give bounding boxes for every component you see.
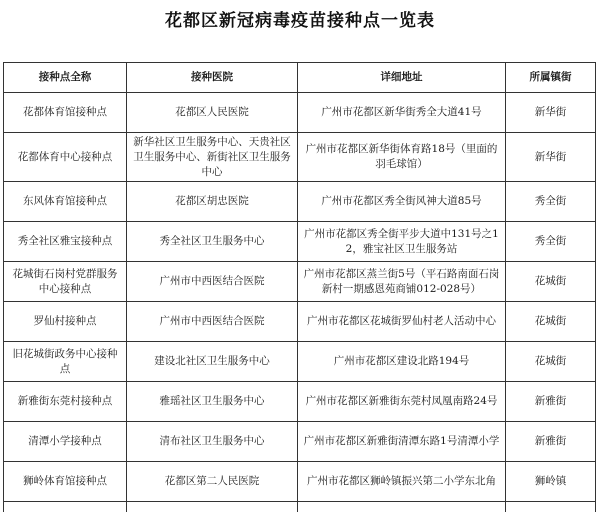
table-row (4, 133, 596, 182)
town-cell: 花城街 (506, 262, 596, 302)
town-cell: 秀全街 (506, 182, 596, 222)
empty-cell (4, 502, 127, 513)
site-name-cell: 旧花城街政务中心接种点 (4, 342, 127, 382)
town-cell: 新华街 (506, 93, 596, 133)
site-name-cell: 狮岭体育馆接种点 (4, 462, 127, 502)
table-row (4, 302, 596, 342)
table-row (4, 422, 596, 462)
hospital-cell: 清布社区卫生服务中心 (127, 422, 298, 462)
address-cell: 广州市花都区建设北路194号 (298, 342, 506, 382)
hospital-cell: 建设北社区卫生服务中心 (127, 342, 298, 382)
town-cell: 新华街 (506, 133, 596, 182)
table-row (4, 462, 596, 502)
address-cell: 广州市花都区新华街秀全大道41号 (298, 93, 506, 133)
address-cell: 广州市花都区狮岭镇振兴第二小学东北角 (298, 462, 506, 502)
header-town: 所属镇街 (506, 63, 596, 93)
page-title: 花都区新冠病毒疫苗接种点一览表 (165, 11, 435, 31)
header-hospital: 接种医院 (127, 63, 298, 93)
hospital-cell: 花都区胡忠医院 (127, 182, 298, 222)
site-name-cell: 清潭小学接种点 (4, 422, 127, 462)
table-row (4, 182, 596, 222)
empty-cell (127, 502, 298, 513)
address-cell: 广州市花都区新华街体育路18号（里面的羽毛球馆） (298, 133, 506, 182)
table-row (4, 222, 596, 262)
hospital-cell: 新华社区卫生服务中心、天贵社区卫生服务中心、新街社区卫生服务中心 (127, 133, 298, 182)
site-name-cell: 东风体育馆接种点 (4, 182, 127, 222)
table-row (4, 342, 596, 382)
address-cell: 广州市花都区新雅街东莞村凤凰南路24号 (298, 382, 506, 422)
empty-cell (298, 502, 506, 513)
town-cell: 秀全街 (506, 222, 596, 262)
address-cell: 广州市花都区蒸兰街5号（平石路南面石岗新村一期感恩苑商铺012-028号） (298, 262, 506, 302)
hospital-cell: 雅瑶社区卫生服务中心 (127, 382, 298, 422)
town-cell: 新雅街 (506, 422, 596, 462)
hospital-cell: 花都区人民医院 (127, 93, 298, 133)
address-cell: 广州市花都区秀全街风神大道85号 (298, 182, 506, 222)
table-row-cut-off (4, 502, 596, 513)
town-cell: 花城街 (506, 342, 596, 382)
site-name-cell: 花都体育馆接种点 (4, 93, 127, 133)
address-cell: 广州市花都区花城街罗仙村老人活动中心 (298, 302, 506, 342)
table-header-row (4, 63, 596, 93)
empty-cell (506, 502, 596, 513)
site-name-cell: 花都体育中心接种点 (4, 133, 127, 182)
table-row (4, 93, 596, 133)
table-row (4, 262, 596, 302)
site-name-cell: 新雅街东莞村接种点 (4, 382, 127, 422)
site-name-cell: 罗仙村接种点 (4, 302, 127, 342)
site-name-cell: 秀全社区雅宝接种点 (4, 222, 127, 262)
table-row (4, 382, 596, 422)
header-site-name: 接种点全称 (4, 63, 127, 93)
address-cell: 广州市花都区秀全街平步大道中131号之12，雅宝社区卫生服务站 (298, 222, 506, 262)
vaccination-sites-table (3, 62, 596, 512)
header-address: 详细地址 (298, 63, 506, 93)
address-cell: 广州市花都区新雅街清潭东路1号清潭小学 (298, 422, 506, 462)
hospital-cell: 广州市中西医结合医院 (127, 262, 298, 302)
town-cell: 新雅街 (506, 382, 596, 422)
town-cell: 花城街 (506, 302, 596, 342)
hospital-cell: 秀全社区卫生服务中心 (127, 222, 298, 262)
site-name-cell: 花城街石岗村党群服务中心接种点 (4, 262, 127, 302)
hospital-cell: 广州市中西医结合医院 (127, 302, 298, 342)
town-cell: 狮岭镇 (506, 462, 596, 502)
hospital-cell: 花都区第二人民医院 (127, 462, 298, 502)
